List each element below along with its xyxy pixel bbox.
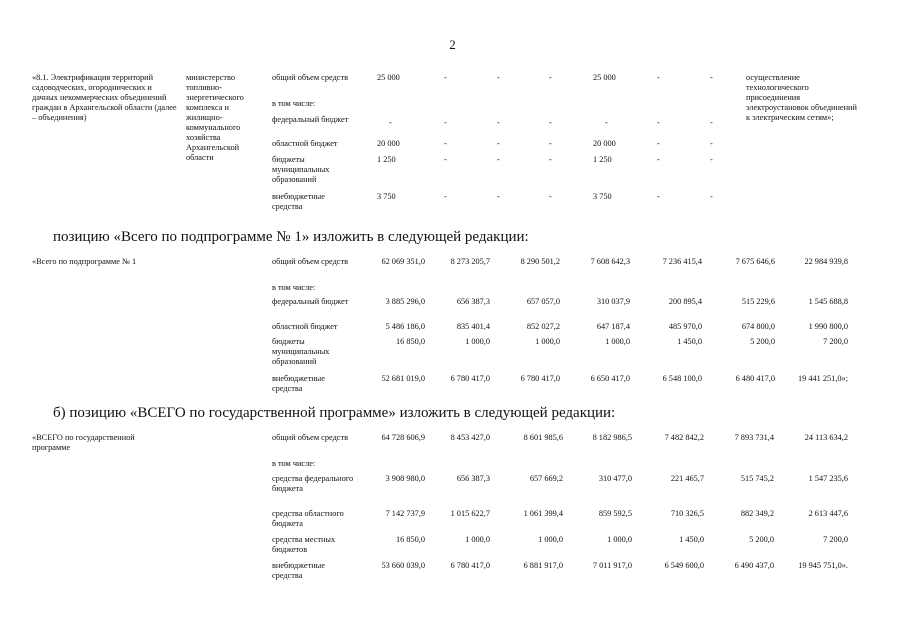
funding-source: средства местных бюджетов bbox=[272, 535, 336, 554]
value-dash: - bbox=[605, 118, 608, 127]
value-cell: 7 608 642,3 bbox=[590, 257, 630, 266]
value-cell: 221 465,7 bbox=[670, 474, 704, 483]
value-cell: 515 229,6 bbox=[741, 297, 775, 306]
value-cell: 1 000,0 bbox=[538, 535, 563, 544]
funding-source: федеральный бюджет bbox=[272, 115, 349, 124]
measure-title: «8.1. Электрификация территорий садоводческих, огороднических и дачных некоммерческих объединений граждан в Архангельской области (далее – объединения) bbox=[32, 73, 177, 122]
value-cell: 310 037,9 bbox=[596, 297, 630, 306]
value-cell: 6 490 437,0 bbox=[734, 561, 774, 570]
value-dash: - bbox=[444, 139, 447, 148]
value-dash: - bbox=[657, 73, 660, 82]
executor: министерство топливно-энергетического комплекса и жилищно-коммунального хозяйства Архангельской области bbox=[186, 73, 244, 162]
value-cell: 3 750 bbox=[593, 192, 612, 201]
value-cell: 8 273 205,7 bbox=[450, 257, 490, 266]
value-dash: - bbox=[389, 118, 392, 127]
funding-source: средства областного бюджета bbox=[272, 509, 344, 528]
value-cell: 656 387,3 bbox=[456, 297, 490, 306]
value-cell: 852 027,2 bbox=[526, 322, 560, 331]
value-cell: 6 881 917,0 bbox=[523, 561, 563, 570]
value-cell: 1 545 688,8 bbox=[808, 297, 848, 306]
funding-source: внебюджетные средства bbox=[272, 374, 325, 393]
value-cell: 1 061 399,4 bbox=[523, 509, 563, 518]
value-cell: 16 850,0 bbox=[395, 535, 425, 544]
value-dash: - bbox=[444, 155, 447, 164]
value-dash: - bbox=[710, 73, 713, 82]
value-dash: - bbox=[710, 139, 713, 148]
value-cell: 1 015 622,7 bbox=[450, 509, 490, 518]
value-cell: 6 548 100,0 bbox=[662, 374, 702, 383]
value-cell: 20 000 bbox=[377, 139, 400, 148]
funding-source: общий объем средств bbox=[272, 433, 349, 442]
result-text: осуществление технологического присоединения электроустановок объединений к электрическим сетям»; bbox=[746, 73, 857, 122]
heading-subprogram: позицию «Всего по подпрограмме № 1» изложить в следующей редакции: bbox=[53, 229, 529, 245]
value-cell: 1 450,0 bbox=[677, 337, 702, 346]
funding-source: внебюджетные средства bbox=[272, 192, 325, 211]
value-cell: 19 441 251,0»; bbox=[797, 374, 848, 383]
value-dash: - bbox=[497, 118, 500, 127]
funding-source: общий объем средств bbox=[272, 257, 349, 266]
funding-source: в том числе: bbox=[272, 283, 316, 292]
value-dash: - bbox=[710, 192, 713, 201]
funding-source: областной бюджет bbox=[272, 322, 338, 331]
value-cell: 7 236 415,4 bbox=[662, 257, 702, 266]
value-cell: 674 800,0 bbox=[741, 322, 775, 331]
funding-source: бюджеты муниципальных образований bbox=[272, 337, 330, 366]
value-cell: 647 187,4 bbox=[596, 322, 630, 331]
value-cell: 6 480 417,0 bbox=[735, 374, 775, 383]
value-cell: 859 592,5 bbox=[598, 509, 632, 518]
value-cell: 1 450,0 bbox=[679, 535, 704, 544]
funding-source: общий объем средств bbox=[272, 73, 349, 82]
value-cell: 8 453 427,0 bbox=[450, 433, 490, 442]
value-cell: 835 401,4 bbox=[456, 322, 490, 331]
value-cell: 1 250 bbox=[377, 155, 396, 164]
funding-source: в том числе: bbox=[272, 459, 316, 468]
value-cell: 1 000,0 bbox=[605, 337, 630, 346]
value-cell: 310 477,0 bbox=[598, 474, 632, 483]
value-cell: 200 895,4 bbox=[668, 297, 702, 306]
value-cell: 5 200,0 bbox=[750, 337, 775, 346]
value-dash: - bbox=[549, 118, 552, 127]
value-cell: 6 780 417,0 bbox=[520, 374, 560, 383]
value-dash: - bbox=[710, 155, 713, 164]
value-cell: 1 990 800,0 bbox=[808, 322, 848, 331]
value-cell: 1 000,0 bbox=[465, 535, 490, 544]
value-cell: 62 069 351,0 bbox=[381, 257, 425, 266]
value-cell: 8 601 985,6 bbox=[523, 433, 563, 442]
value-cell: 1 000,0 bbox=[607, 535, 632, 544]
subprogram-total-title: «Всего по подпрограмме № 1 bbox=[32, 257, 137, 266]
page-number: 2 bbox=[449, 37, 456, 52]
value-dash: - bbox=[497, 192, 500, 201]
value-cell: 657 669,2 bbox=[529, 474, 563, 483]
value-dash: - bbox=[657, 155, 660, 164]
value-dash: - bbox=[710, 118, 713, 127]
value-cell: 19 945 751,0». bbox=[798, 561, 848, 570]
value-cell: 3 750 bbox=[377, 192, 396, 201]
value-cell: 882 349,2 bbox=[740, 509, 774, 518]
value-cell: 515 745,2 bbox=[740, 474, 774, 483]
funding-source: бюджеты муниципальных образований bbox=[272, 155, 330, 184]
value-cell: 7 142 737,9 bbox=[385, 509, 425, 518]
value-dash: - bbox=[549, 139, 552, 148]
funding-source: федеральный бюджет bbox=[272, 297, 349, 306]
value-dash: - bbox=[497, 139, 500, 148]
value-cell: 22 984 939,8 bbox=[804, 257, 848, 266]
value-cell: 7 011 917,0 bbox=[592, 561, 632, 570]
value-cell: 2 613 447,6 bbox=[808, 509, 848, 518]
value-cell: 7 482 842,2 bbox=[664, 433, 704, 442]
value-cell: 485 970,0 bbox=[668, 322, 702, 331]
value-cell: 3 908 980,0 bbox=[385, 474, 425, 483]
funding-source: внебюджетные средства bbox=[272, 561, 325, 580]
value-cell: 8 290 501,2 bbox=[520, 257, 560, 266]
value-cell: 64 728 606,9 bbox=[381, 433, 425, 442]
value-cell: 7 675 646,6 bbox=[735, 257, 775, 266]
value-cell: 7 200,0 bbox=[823, 337, 848, 346]
value-dash: - bbox=[444, 73, 447, 82]
value-cell: 6 650 417,0 bbox=[590, 374, 630, 383]
value-cell: 25 000 bbox=[593, 73, 616, 82]
value-cell: 24 113 634,2 bbox=[804, 433, 848, 442]
value-cell: 1 000,0 bbox=[465, 337, 490, 346]
value-cell: 8 182 986,5 bbox=[592, 433, 632, 442]
value-cell: 6 780 417,0 bbox=[450, 374, 490, 383]
value-cell: 25 000 bbox=[377, 73, 400, 82]
value-dash: - bbox=[497, 73, 500, 82]
value-cell: 16 850,0 bbox=[395, 337, 425, 346]
value-cell: 3 885 296,0 bbox=[385, 297, 425, 306]
value-cell: 1 547 235,6 bbox=[808, 474, 848, 483]
value-dash: - bbox=[444, 192, 447, 201]
value-cell: 5 486 186,0 bbox=[385, 322, 425, 331]
value-cell: 1 000,0 bbox=[535, 337, 560, 346]
value-cell: 7 200,0 bbox=[823, 535, 848, 544]
value-cell: 6 780 417,0 bbox=[450, 561, 490, 570]
funding-source: в том числе: bbox=[272, 99, 316, 108]
value-dash: - bbox=[657, 139, 660, 148]
value-cell: 52 681 019,0 bbox=[381, 374, 425, 383]
value-cell: 710 326,5 bbox=[670, 509, 704, 518]
value-cell: 5 200,0 bbox=[749, 535, 774, 544]
value-dash: - bbox=[549, 155, 552, 164]
value-cell: 1 250 bbox=[593, 155, 612, 164]
program-total-title: «ВСЕГО по государственной программе bbox=[32, 433, 135, 452]
value-dash: - bbox=[549, 73, 552, 82]
funding-source: средства федерального бюджета bbox=[272, 474, 354, 493]
heading-program: б) позицию «ВСЕГО по государственной программе» изложить в следующей редакции: bbox=[53, 405, 616, 421]
value-dash: - bbox=[497, 155, 500, 164]
value-cell: 656 387,3 bbox=[456, 474, 490, 483]
value-cell: 6 549 600,0 bbox=[664, 561, 704, 570]
value-cell: 20 000 bbox=[593, 139, 616, 148]
value-dash: - bbox=[549, 192, 552, 201]
value-dash: - bbox=[657, 118, 660, 127]
value-dash: - bbox=[657, 192, 660, 201]
funding-source: областной бюджет bbox=[272, 139, 338, 148]
value-cell: 7 893 731,4 bbox=[734, 433, 774, 442]
value-cell: 657 057,0 bbox=[526, 297, 560, 306]
value-cell: 53 660 039,0 bbox=[381, 561, 425, 570]
value-dash: - bbox=[444, 118, 447, 127]
